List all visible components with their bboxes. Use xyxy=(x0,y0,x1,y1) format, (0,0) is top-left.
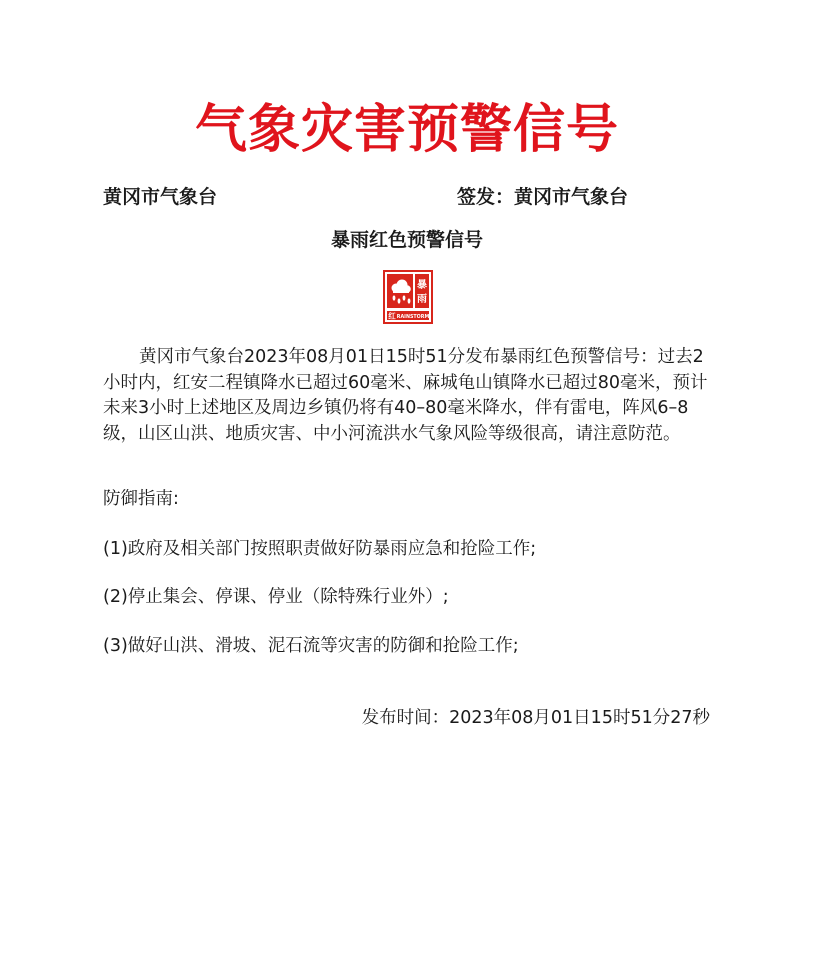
warning-subtitle: 暴雨红色预警信号 xyxy=(330,229,483,251)
guide-heading: 防御指南: xyxy=(103,489,179,509)
icon-bottom-en: RAINSTORM xyxy=(396,315,430,320)
icon-bottom-char: 红 xyxy=(388,311,396,321)
rainstorm-red-warning-icon xyxy=(383,270,433,324)
warning-body-text: 黄冈市气象台2023年08月01日15时51分发布暴雨红色预警信号：过去2小时内，红安二程镇降水已超过60毫米、麻城龟山镇降水已超过80毫米，预计未来3小时上述地区及周边乡镇仍将有40–80毫米降水，伴有雷电，阵风6–8级，山区山洪、地质灾害、中小河流洪水气象风险等级很高，请注意防范。 xyxy=(103,347,708,444)
guide-item: (1)政府及相关部门按照职责做好防暴雨应急和抢险工作; xyxy=(103,539,537,559)
signer-label: 签发：黄冈市气象台 xyxy=(457,186,629,208)
guide-item: (3)做好山洪、滑坡、泥石流等灾害的防御和抢险工作; xyxy=(103,636,519,656)
page-title: 气象灾害预警信号 xyxy=(194,99,619,160)
issuer-label: 黄冈市气象台 xyxy=(103,186,218,208)
icon-top-char-2: 雨 xyxy=(417,294,427,305)
publish-time: 发布时间：2023年08月01日15时51分27秒 xyxy=(361,708,710,728)
guide-item: (2)停止集会、停课、停业（除特殊行业外）; xyxy=(103,587,449,607)
rainstorm-icon-graphic xyxy=(383,270,433,324)
icon-top-char-1: 暴 xyxy=(417,280,427,291)
